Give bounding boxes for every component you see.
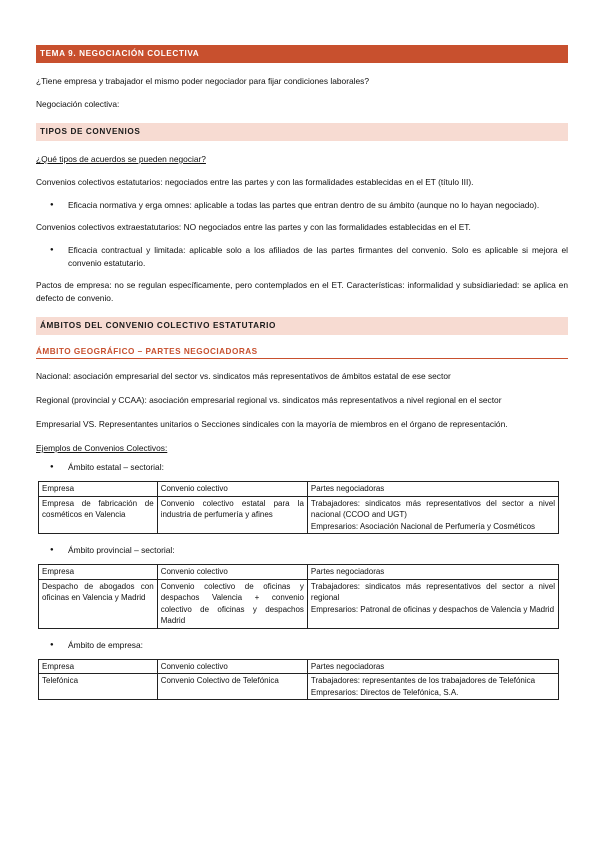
section-tipos-bar [36, 123, 568, 141]
section-ambitos-bar [36, 317, 568, 335]
section-tipos-title: TIPOS DE CONVENIOS [40, 127, 141, 136]
section-ambitos-title: ÁMBITOS DEL CONVENIO COLECTIVO ESTATUTARIO [40, 321, 276, 330]
table-row [39, 674, 559, 700]
cell-empresa: Telefónica [39, 674, 158, 700]
table-header-row [39, 565, 559, 580]
table-header-row [39, 482, 559, 497]
header-empresa: Empresa [39, 659, 158, 674]
chapter-title-bar [36, 45, 568, 63]
extraestatutarios-list [36, 244, 568, 270]
example-table [38, 481, 559, 534]
header-convenio: Convenio colectivo [157, 565, 307, 580]
empresarial-text: Empresarial VS. Representantes unitarios o Secciones sindicales con la mayoría de miembros en el órgano de representación. [36, 419, 508, 429]
header-partes: Partes negociadoras [307, 482, 558, 497]
cell-convenio: Convenio colectivo de oficinas y despachos Valencia + convenio colectivo de oficinas y despachos Madrid [157, 579, 307, 628]
cell-partes [307, 579, 558, 628]
document-page [36, 45, 568, 710]
partes-trabajadores: Trabajadores: sindicatos más representativos del sector a nivel nacional (CCOO and UGT) [310, 498, 555, 519]
header-convenio: Convenio colectivo [157, 659, 307, 674]
regional-text: Regional (provincial y CCAA): asociación empresarial regional vs. sindicatos más representativos a nivel regional en el sector [36, 395, 502, 405]
header-partes: Partes negociadoras [307, 659, 558, 674]
pactos-text: Pactos de empresa: no se regulan específicamente, pero contemplados en el ET. Características: informalidad y subsidiariedad: se aplica en defecto de convenio. [36, 280, 568, 303]
nacional-text: Nacional: asociación empresarial del sector vs. sindicatos más representativos de ámbitos estatal de ese sector [36, 371, 451, 381]
intro-question: ¿Tiene empresa y trabajador el mismo poder negociador para fijar condiciones laborales? [36, 76, 370, 86]
cell-partes [307, 674, 558, 700]
example-list [36, 461, 568, 474]
example-label: ● Ámbito de empresa: [36, 639, 568, 652]
cell-empresa: Despacho de abogados con oficinas en Valencia y Madrid [39, 579, 158, 628]
example-label: ● Ámbito estatal – sectorial: [36, 461, 568, 474]
partes-trabajadores: Trabajadores: representantes de los trabajadores de Telefónica [310, 676, 536, 685]
partes-empresarios: Empresarios: Patronal de oficinas y despachos de Valencia y Madrid [310, 604, 555, 614]
header-empresa: Empresa [39, 565, 158, 580]
estatutarios-bullet: ● Eficacia normativa y erga omnes: aplicable a todas las partes que entran dentro de su ámbito (aunque no lo hayan negociado). [36, 199, 568, 212]
cell-partes [307, 496, 558, 534]
example-table [38, 659, 559, 701]
example-label: ● Ámbito provincial – sectorial: [36, 544, 568, 557]
table-row [39, 496, 559, 534]
intro-label: Negociación colectiva: [36, 99, 120, 109]
cell-convenio: Convenio Colectivo de Telefónica [157, 674, 307, 700]
header-convenio: Convenio colectivo [157, 482, 307, 497]
partes-trabajadores: Trabajadores: sindicatos más representativos del sector a nivel regional [310, 581, 555, 602]
cell-convenio: Convenio colectivo estatal para la industria de perfumería y afines [157, 496, 307, 534]
cell-empresa: Empresa de fabricación de cosméticos en Valencia [39, 496, 158, 534]
header-empresa: Empresa [39, 482, 158, 497]
ambito-geografico-heading: ÁMBITO GEOGRÁFICO – PARTES NEGOCIADORAS [36, 347, 568, 359]
estatutarios-list [36, 199, 568, 212]
example-list [36, 544, 568, 557]
example-list [36, 639, 568, 652]
table-header-row [39, 659, 559, 674]
partes-empresarios: Empresarios: Directos de Telefónica, S.A. [310, 687, 459, 697]
header-partes: Partes negociadoras [307, 565, 558, 580]
estatutarios-text: Convenios colectivos estatutarios: negociados entre las partes y con las formalidades establecidas en el ET (título III). [36, 177, 474, 187]
extraestatutarios-text: Convenios colectivos extraestatutarios: NO negociados entre las partes y con las formalidades establecidas en el ET. [36, 222, 471, 232]
table-row [39, 579, 559, 628]
extraestatutarios-bullet: ● Eficacia contractual y limitada: aplicable solo a los afiliados de las partes firmantes del convenio. Solo es aplicable si mejora el convenio estatutario. [36, 244, 568, 270]
tipos-question: ¿Qué tipos de acuerdos se pueden negociar? [36, 154, 206, 164]
example-table [38, 564, 559, 629]
chapter-title: TEMA 9. NEGOCIACIÓN COLECTIVA [40, 49, 200, 58]
ejemplos-heading: Ejemplos de Convenios Colectivos: [36, 443, 168, 453]
partes-empresarios: Empresarios: Asociación Nacional de Perfumería y Cosméticos [310, 521, 536, 531]
